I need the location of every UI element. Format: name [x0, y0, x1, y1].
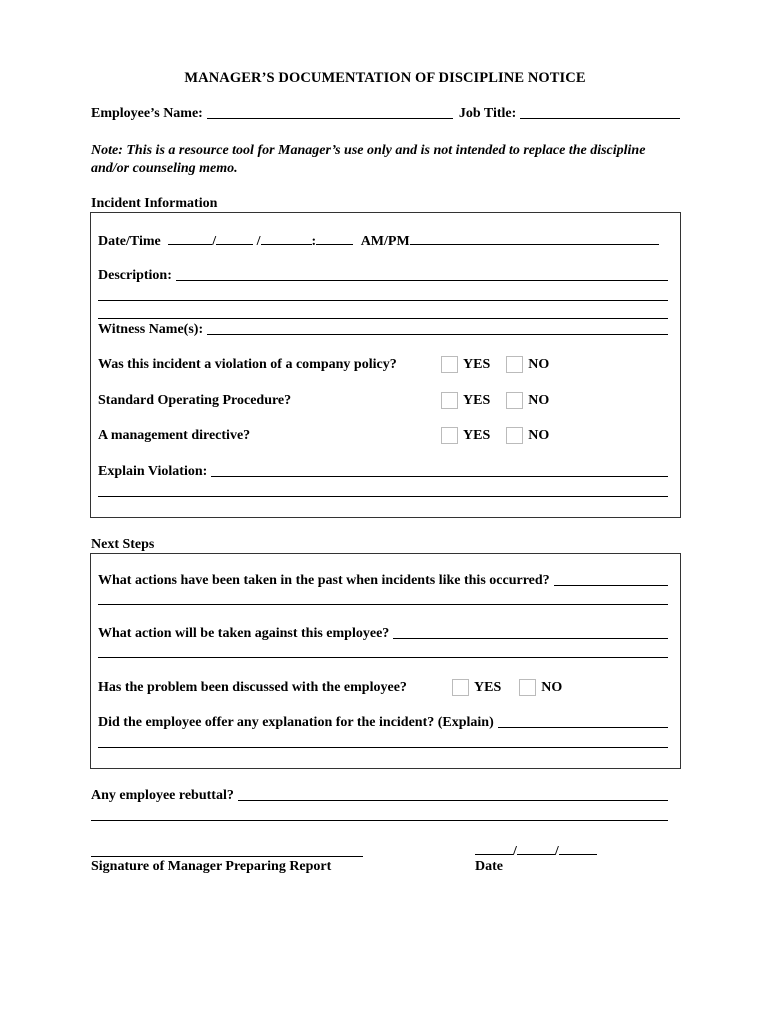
employee-row	[91, 106, 680, 122]
directive-yes-label: YES	[463, 427, 491, 443]
past-actions-question: What actions have been taken in the past when incidents like this occurred?	[98, 573, 550, 588]
sign-date-month-field[interactable]	[475, 842, 513, 855]
explain-field[interactable]	[211, 476, 668, 477]
description-row	[98, 268, 668, 284]
policy-question: Was this incident a violation of a company policy?	[98, 357, 397, 372]
explain-row	[98, 464, 668, 480]
ampm-field[interactable]	[410, 232, 659, 245]
policy-no-label: NO	[528, 356, 550, 372]
directive-no-checkbox[interactable]	[506, 427, 523, 444]
policy-no-checkbox[interactable]	[506, 356, 523, 373]
employee-name-label: Employee’s Name:	[91, 106, 203, 121]
explain-line-2[interactable]	[98, 496, 668, 497]
sop-yes-checkbox[interactable]	[441, 392, 458, 409]
sop-yes-label: YES	[463, 392, 491, 408]
date-month-field[interactable]	[168, 232, 212, 245]
sop-options	[441, 392, 559, 409]
rebuttal-row	[91, 788, 668, 804]
signature-label: Signature of Manager Preparing Report	[91, 859, 332, 874]
ampm-label: AM/PM	[360, 234, 410, 249]
witness-label: Witness Name(s):	[98, 322, 204, 337]
description-line-2[interactable]	[98, 300, 668, 301]
time-colon: :	[311, 234, 317, 249]
description-field[interactable]	[176, 280, 668, 281]
job-title-label: Job Title:	[458, 106, 517, 121]
directive-yes-checkbox[interactable]	[441, 427, 458, 444]
datetime-row	[98, 232, 659, 250]
form-title: MANAGER’S DOCUMENTATION OF DISCIPLINE NOTICE	[184, 70, 586, 86]
action-question: What action will be taken against this employee?	[98, 626, 390, 641]
description-label: Description:	[98, 268, 172, 283]
explanation-field[interactable]	[498, 727, 668, 728]
discussed-no-label: NO	[541, 679, 563, 695]
action-line-2[interactable]	[98, 657, 668, 658]
explanation-row	[98, 715, 668, 731]
rebuttal-field[interactable]	[238, 800, 668, 801]
directive-no-label: NO	[528, 427, 550, 443]
date-year-field[interactable]	[261, 232, 312, 245]
policy-options	[441, 356, 559, 373]
explanation-question: Did the employee offer any explanation for the incident? (Explain)	[98, 715, 494, 730]
next-steps-section-label: Next Steps	[91, 537, 155, 552]
date-label: Date	[475, 859, 503, 874]
employee-name-field[interactable]	[207, 118, 453, 119]
datetime-label: Date/Time	[98, 234, 161, 249]
rebuttal-label: Any employee rebuttal?	[91, 788, 234, 803]
time-minutes-field[interactable]	[316, 232, 353, 245]
discussed-options	[452, 679, 572, 696]
explanation-line-2[interactable]	[98, 747, 668, 748]
sop-no-label: NO	[528, 392, 550, 408]
sign-date-day-field[interactable]	[517, 842, 555, 855]
directive-options	[441, 427, 559, 444]
sop-no-checkbox[interactable]	[506, 392, 523, 409]
incident-section-label: Incident Information	[91, 196, 218, 211]
past-actions-row	[98, 573, 668, 589]
action-field[interactable]	[393, 638, 668, 639]
discussed-yes-label: YES	[474, 679, 502, 695]
explain-label: Explain Violation:	[98, 464, 208, 479]
rebuttal-line-2[interactable]	[91, 820, 668, 821]
date-slash-2: /	[256, 234, 261, 249]
discussed-question: Has the problem been discussed with the employee?	[98, 680, 407, 695]
sign-date-slash-2: /	[554, 844, 559, 859]
signature-line[interactable]	[91, 856, 363, 857]
discussed-no-checkbox[interactable]	[519, 679, 536, 696]
sop-question: Standard Operating Procedure?	[98, 393, 292, 408]
past-actions-line-2[interactable]	[98, 604, 668, 605]
date-day-field[interactable]	[216, 232, 253, 245]
job-title-field[interactable]	[520, 118, 680, 119]
sign-date-slash-1: /	[513, 844, 517, 859]
form-note: Note: This is a resource tool for Manager’s use only and is not intended to replace the discipline and/or counseling memo.	[91, 143, 646, 176]
action-row	[98, 626, 668, 642]
date-slash-1: /	[212, 234, 217, 249]
witness-field[interactable]	[207, 334, 668, 335]
directive-question: A management directive?	[98, 428, 251, 443]
past-actions-field[interactable]	[554, 585, 668, 586]
discussed-yes-checkbox[interactable]	[452, 679, 469, 696]
sign-date-year-field[interactable]	[559, 842, 597, 855]
description-line-3[interactable]	[98, 318, 668, 319]
policy-yes-checkbox[interactable]	[441, 356, 458, 373]
date-fields	[475, 842, 597, 860]
witness-row	[98, 322, 668, 338]
policy-yes-label: YES	[463, 356, 491, 372]
